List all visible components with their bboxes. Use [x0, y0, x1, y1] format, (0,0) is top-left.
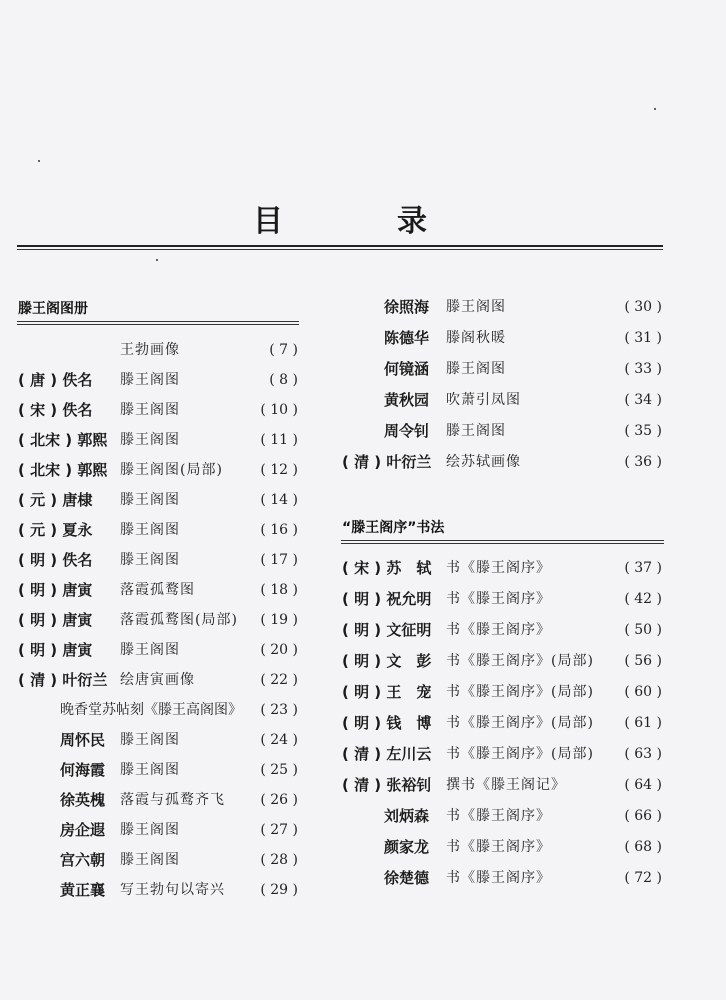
toc-page: ( 25 ): [260, 762, 298, 778]
toc-page: ( 36 ): [624, 454, 662, 470]
left-section-rule: [17, 321, 299, 325]
toc-page: ( 20 ): [260, 642, 298, 658]
toc-work: 绘唐寅画像: [120, 672, 195, 688]
toc-author: ( 明 ) 王 宠: [342, 683, 432, 701]
toc-work: 书《滕王阁序》(局部): [446, 746, 594, 762]
toc-author: ( 元 ) 唐棣: [18, 491, 93, 509]
toc-page: ( 56 ): [624, 653, 662, 669]
toc-author: ( 元 ) 夏永: [18, 521, 93, 539]
toc-page: ( 14 ): [260, 492, 298, 508]
toc-page: ( 8 ): [269, 372, 298, 388]
toc-work: 滕王阁图: [120, 852, 180, 868]
toc-work: 滕王阁图: [120, 732, 180, 748]
toc-page: ( 17 ): [260, 552, 298, 568]
toc-page: ( 28 ): [260, 852, 298, 868]
toc-page: ( 29 ): [260, 882, 298, 898]
toc-page: ( 10 ): [260, 402, 298, 418]
speck: [654, 108, 656, 110]
toc-page: ( 19 ): [260, 612, 298, 628]
toc-author: ( 清 ) 叶衍兰: [342, 453, 432, 471]
toc-author: ( 明 ) 文 彭: [342, 652, 432, 670]
toc-work: 落霞与孤鹜齐飞: [120, 792, 225, 808]
toc-work: 晚香堂苏帖刻《滕王高阁图》: [60, 702, 242, 718]
toc-author: ( 明 ) 祝允明: [342, 590, 432, 608]
toc-author: 周怀民: [60, 731, 106, 749]
toc-work: 写王勃句以寄兴: [120, 882, 225, 898]
toc-work: 书《滕王阁序》: [446, 622, 551, 638]
toc-page: ( 61 ): [624, 715, 662, 731]
toc-work: 王勃画像: [120, 342, 180, 358]
toc-work: 书《滕王阁序》(局部): [446, 653, 594, 669]
toc-author: 何海霞: [60, 761, 106, 779]
toc-work: 撰书《滕王阁记》: [446, 777, 566, 793]
toc-page: ( 23 ): [260, 702, 298, 718]
toc-author: ( 宋 ) 佚名: [18, 401, 93, 419]
toc-author: ( 明 ) 钱 博: [342, 714, 432, 732]
toc-page: ( 30 ): [624, 299, 662, 315]
toc-work: 滕王阁图: [120, 492, 180, 508]
page-title: 目 录: [253, 204, 469, 239]
toc-work: 落霞孤鹜图(局部): [120, 612, 238, 628]
toc-author: ( 清 ) 张裕钊: [342, 776, 432, 794]
speck: [156, 259, 158, 261]
toc-work: 书《滕王阁序》: [446, 870, 551, 886]
toc-work: 落霞孤鹜图: [120, 582, 195, 598]
toc-page: ( 11 ): [260, 432, 298, 448]
toc-work: 滕王阁图: [446, 299, 506, 315]
speck: [38, 160, 40, 162]
toc-author: ( 明 ) 文征明: [342, 621, 432, 639]
toc-page: ( 50 ): [624, 622, 662, 638]
toc-page: ( 22 ): [260, 672, 298, 688]
toc-author: 宫六朝: [60, 851, 106, 869]
toc-work: 书《滕王阁序》: [446, 591, 551, 607]
toc-page: ( 24 ): [260, 732, 298, 748]
toc-author: 何镜涵: [384, 360, 430, 378]
toc-author: 房企遐: [60, 821, 106, 839]
left-section-heading: 滕王阁图册: [18, 301, 88, 317]
toc-author: ( 明 ) 佚名: [18, 551, 93, 569]
toc-page: ( 37 ): [624, 560, 662, 576]
toc-author: 黄秋园: [384, 391, 430, 409]
toc-author: 徐楚德: [384, 869, 430, 887]
toc-author: ( 北宋 ) 郭熙: [18, 461, 108, 479]
toc-work: 滕王阁图: [120, 432, 180, 448]
toc-work: 滕王阁图: [120, 642, 180, 658]
toc-page: ( 7 ): [269, 342, 298, 358]
toc-work: 书《滕王阁序》: [446, 560, 551, 576]
toc-page: ( 35 ): [624, 423, 662, 439]
toc-page: ( 31 ): [624, 330, 662, 346]
toc-work: 书《滕王阁序》: [446, 839, 551, 855]
toc-work: 绘苏轼画像: [446, 454, 521, 470]
toc-page: ( 33 ): [624, 361, 662, 377]
toc-page: ( 27 ): [260, 822, 298, 838]
toc-page: ( 68 ): [624, 839, 662, 855]
right-section-rule: [341, 540, 664, 544]
toc-page: ( 18 ): [260, 582, 298, 598]
toc-work: 滕王阁图: [446, 423, 506, 439]
toc-page: ( 12 ): [260, 462, 298, 478]
toc-work: 滕阁秋暖: [446, 330, 506, 346]
toc-work: 书《滕王阁序》(局部): [446, 684, 594, 700]
right-section-heading: “滕王阁序”书法: [342, 520, 445, 536]
toc-work: 滕王阁图: [120, 402, 180, 418]
toc-page: ( 72 ): [624, 870, 662, 886]
toc-work: 滕王阁图: [120, 372, 180, 388]
toc-author: ( 明 ) 唐寅: [18, 611, 93, 629]
toc-author: 徐英槐: [60, 791, 106, 809]
toc-author: 陈德华: [384, 329, 430, 347]
left-toc-list: [18, 337, 300, 897]
toc-author: ( 清 ) 左川云: [342, 745, 432, 763]
toc-page: ( 42 ): [624, 591, 662, 607]
toc-author: ( 北宋 ) 郭熙: [18, 431, 108, 449]
toc-work: 书《滕王阁序》(局部): [446, 715, 594, 731]
toc-work: 吹萧引凤图: [446, 392, 521, 408]
title-rule: [17, 245, 663, 250]
toc-author: 黄正襄: [60, 881, 106, 899]
toc-page: ( 66 ): [624, 808, 662, 824]
toc-work: 书《滕王阁序》: [446, 808, 551, 824]
toc-author: 徐照海: [384, 298, 430, 316]
toc-author: 颜家龙: [384, 838, 430, 856]
toc-page: ( 34 ): [624, 392, 662, 408]
toc-author: ( 清 ) 叶衍兰: [18, 671, 108, 689]
toc-author: ( 宋 ) 苏 轼: [342, 559, 432, 577]
toc-page: ( 64 ): [624, 777, 662, 793]
toc-author: ( 明 ) 唐寅: [18, 581, 93, 599]
toc-author: ( 明 ) 唐寅: [18, 641, 93, 659]
toc-work: 滕王阁图: [120, 552, 180, 568]
toc-page: ( 16 ): [260, 522, 298, 538]
toc-page: ( 26 ): [260, 792, 298, 808]
toc-work: 滕王阁图: [446, 361, 506, 377]
toc-work: 滕王阁图(局部): [120, 462, 223, 478]
toc-page: ( 63 ): [624, 746, 662, 762]
toc-page: ( 60 ): [624, 684, 662, 700]
toc-work: 滕王阁图: [120, 822, 180, 838]
toc-author: 刘炳森: [384, 807, 430, 825]
toc-author: 周令钊: [384, 422, 430, 440]
toc-work: 滕王阁图: [120, 522, 180, 538]
right-toc-list: [342, 555, 664, 895]
toc-work: 滕王阁图: [120, 762, 180, 778]
right-top-toc-list: [342, 294, 664, 484]
toc-author: ( 唐 ) 佚名: [18, 371, 93, 389]
